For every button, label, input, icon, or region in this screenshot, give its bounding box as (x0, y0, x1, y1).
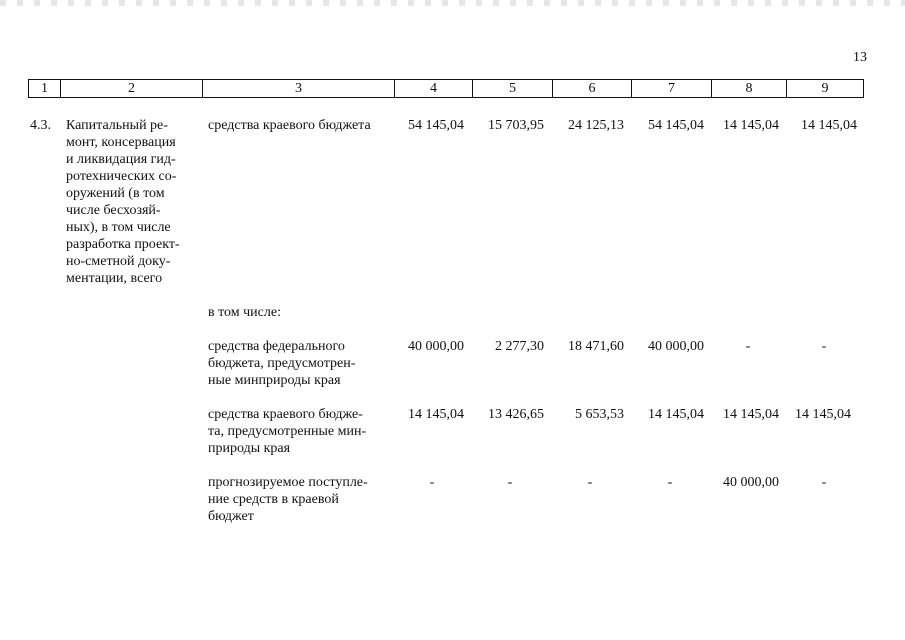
subrow-1-value-col5: 2 277,30 (495, 339, 544, 354)
subrow-3-value-col4: - (429, 475, 435, 490)
col-header-3: 3 (203, 80, 395, 98)
col-header-2: 2 (61, 80, 203, 98)
subrow-2-value-col5: 13 426,65 (488, 407, 544, 422)
subrow-3-source: прогнозируемое поступле- ние средств в краевой бюджет (208, 475, 368, 524)
subrow-2-value-col6: 5 653,53 (575, 407, 624, 422)
subrow-2-value-col9: 14 145,04 (795, 407, 851, 422)
row-name: Капитальный ре- монт, консервация и ликвидация гид- ротехнических со- оружений (в том числе бесхозяй- ных), в том числе разработка проект- но-сметной доку- ментации, всего (66, 118, 180, 286)
row-index: 4.3. (30, 118, 51, 133)
subrow-1-value-col7: 40 000,00 (648, 339, 704, 354)
row-value-col4: 54 145,04 (408, 118, 464, 133)
col-header-7: 7 (632, 80, 712, 98)
col-header-1: 1 (29, 80, 61, 98)
row-value-col5: 15 703,95 (488, 118, 544, 133)
scan-noise-top (0, 0, 905, 6)
col-header-4: 4 (395, 80, 473, 98)
subrow-1-source: средства федерального бюджета, предусмотрен- ные минприроды края (208, 339, 356, 388)
including-label: в том числе: (208, 305, 281, 320)
subrow-3-value-col5: - (507, 475, 513, 490)
subrow-3-value-col8: 40 000,00 (723, 475, 779, 490)
page-number: 13 (853, 50, 867, 65)
col-header-8: 8 (712, 80, 787, 98)
subrow-3-value-col7: - (667, 475, 673, 490)
row-source: средства краевого бюджета (208, 118, 371, 133)
subrow-1-value-col4: 40 000,00 (408, 339, 464, 354)
subrow-2-source: средства краевого бюдже- та, предусмотренные мин- природы края (208, 407, 367, 456)
col-header-5: 5 (473, 80, 553, 98)
col-header-9: 9 (787, 80, 864, 98)
row-value-col8: 14 145,04 (723, 118, 779, 133)
row-value-col6: 24 125,13 (568, 118, 624, 133)
subrow-2-value-col4: 14 145,04 (408, 407, 464, 422)
subrow-3-value-col9: - (821, 475, 827, 490)
subrow-1-value-col8: - (745, 339, 751, 354)
row-value-col7: 54 145,04 (648, 118, 704, 133)
row-value-col9: 14 145,04 (801, 118, 857, 133)
subrow-2-value-col8: 14 145,04 (723, 407, 779, 422)
subrow-1-value-col9: - (821, 339, 827, 354)
col-header-6: 6 (553, 80, 632, 98)
subrow-3-value-col6: - (587, 475, 593, 490)
column-number-header (28, 79, 864, 98)
subrow-2-value-col7: 14 145,04 (648, 407, 704, 422)
subrow-1-value-col6: 18 471,60 (568, 339, 624, 354)
